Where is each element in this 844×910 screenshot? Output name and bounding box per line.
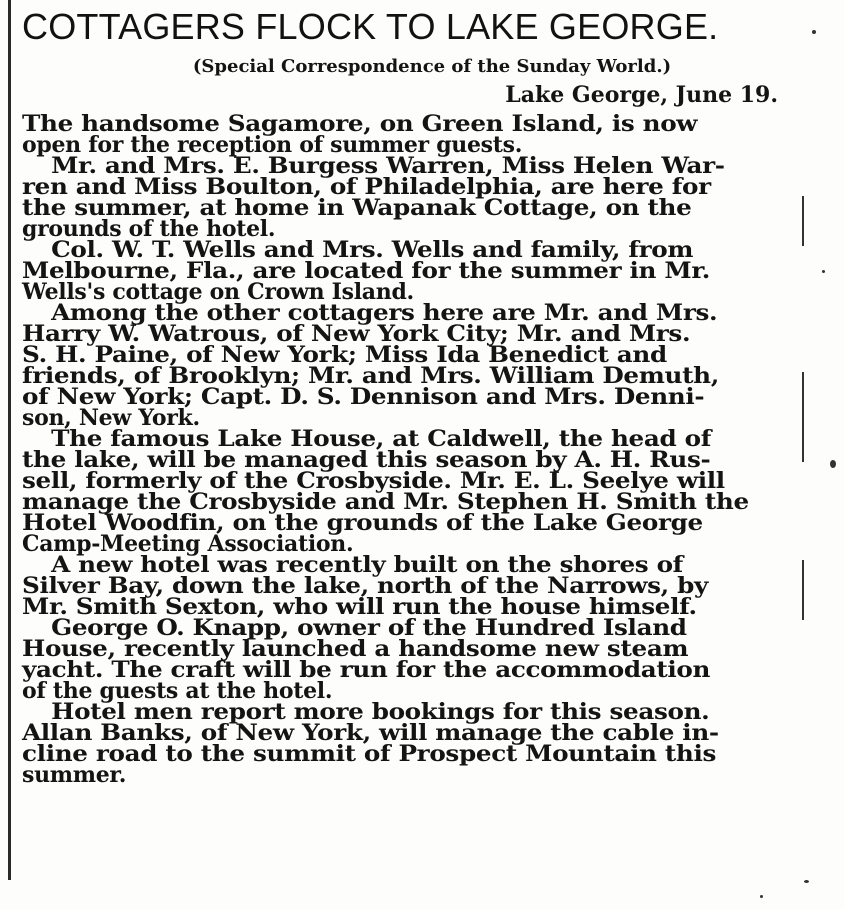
article-line: Hotel men report more bookings for this season. bbox=[51, 699, 710, 725]
article-line: summer. bbox=[22, 762, 127, 788]
article-line: S. H. Paine, of New York; Miss Ida Benedict and bbox=[22, 342, 667, 368]
print-speck bbox=[812, 30, 816, 34]
article-line: George O. Knapp, owner of the Hundred Island bbox=[51, 615, 687, 641]
article-line: Mr. and Mrs. E. Burgess Warren, Miss Helen War- bbox=[51, 153, 725, 179]
article-body bbox=[22, 111, 802, 788]
article-dateline: Lake George, June 19. bbox=[505, 82, 778, 108]
article-line: The handsome Sagamore, on Green Island, is now bbox=[22, 111, 698, 137]
article-line: of New York; Capt. D. S. Dennison and Mrs. Denni- bbox=[22, 384, 705, 410]
column-rule-left bbox=[8, 0, 11, 880]
print-speck bbox=[760, 895, 763, 898]
article-line: Allan Banks, of New York, will manage the cable in- bbox=[22, 720, 719, 746]
article-line: Wells's cottage on Crown Island. bbox=[22, 279, 414, 305]
article-line: The famous Lake House, at Caldwell, the head of bbox=[51, 426, 712, 452]
print-speck bbox=[822, 270, 825, 273]
article-line: sell, formerly of the Crosbyside. Mr. E. L. Seelye will bbox=[22, 468, 725, 494]
article-line: Camp-Meeting Association. bbox=[22, 531, 354, 557]
article-line: ren and Miss Boulton, of Philadelphia, are here for bbox=[22, 174, 711, 200]
article-line: cline road to the summit of Prospect Mountain this bbox=[22, 741, 717, 767]
column-rule-right bbox=[802, 372, 804, 462]
article-headline: COTTAGERS FLOCK TO LAKE GEORGE. bbox=[22, 6, 719, 47]
article-line: Among the other cottagers here are Mr. and Mrs. bbox=[51, 300, 718, 326]
column-rule-right bbox=[802, 196, 804, 246]
article-line: A new hotel was recently built on the shores of bbox=[51, 552, 683, 578]
article-byline: (Special Correspondence of the Sunday World.) bbox=[192, 56, 672, 77]
column-rule-right bbox=[802, 560, 804, 620]
article-line: the summer, at home in Wapanak Cottage, on the bbox=[22, 195, 692, 221]
article-line: Hotel Woodfin, on the grounds of the Lake George bbox=[22, 510, 703, 536]
article-line: the lake, will be managed this season by A. H. Rus- bbox=[22, 447, 711, 473]
article-line: son, New York. bbox=[22, 405, 200, 431]
article-line: Col. W. T. Wells and Mrs. Wells and family, from bbox=[51, 237, 694, 263]
article-line: of the guests at the hotel. bbox=[22, 678, 333, 704]
print-speck bbox=[804, 880, 809, 883]
article-line: yacht. The craft will be run for the accommodation bbox=[22, 657, 711, 683]
print-speck bbox=[830, 460, 836, 468]
article-line: Silver Bay, down the lake, north of the Narrows, by bbox=[22, 573, 709, 599]
article-line: friends, of Brooklyn; Mr. and Mrs. William Demuth, bbox=[22, 363, 719, 389]
article-line: Mr. Smith Sexton, who will run the house himself. bbox=[22, 594, 697, 620]
article-line: Harry W. Watrous, of New York City; Mr. and Mrs. bbox=[22, 321, 691, 347]
article-line: grounds of the hotel. bbox=[22, 216, 276, 242]
article-line: House, recently launched a handsome new steam bbox=[22, 636, 689, 662]
article-line: manage the Crosbyside and Mr. Stephen H. Smith the bbox=[22, 489, 749, 515]
article-line: Melbourne, Fla., are located for the summer in Mr. bbox=[22, 258, 710, 284]
article-line: open for the reception of summer guests. bbox=[22, 132, 523, 158]
